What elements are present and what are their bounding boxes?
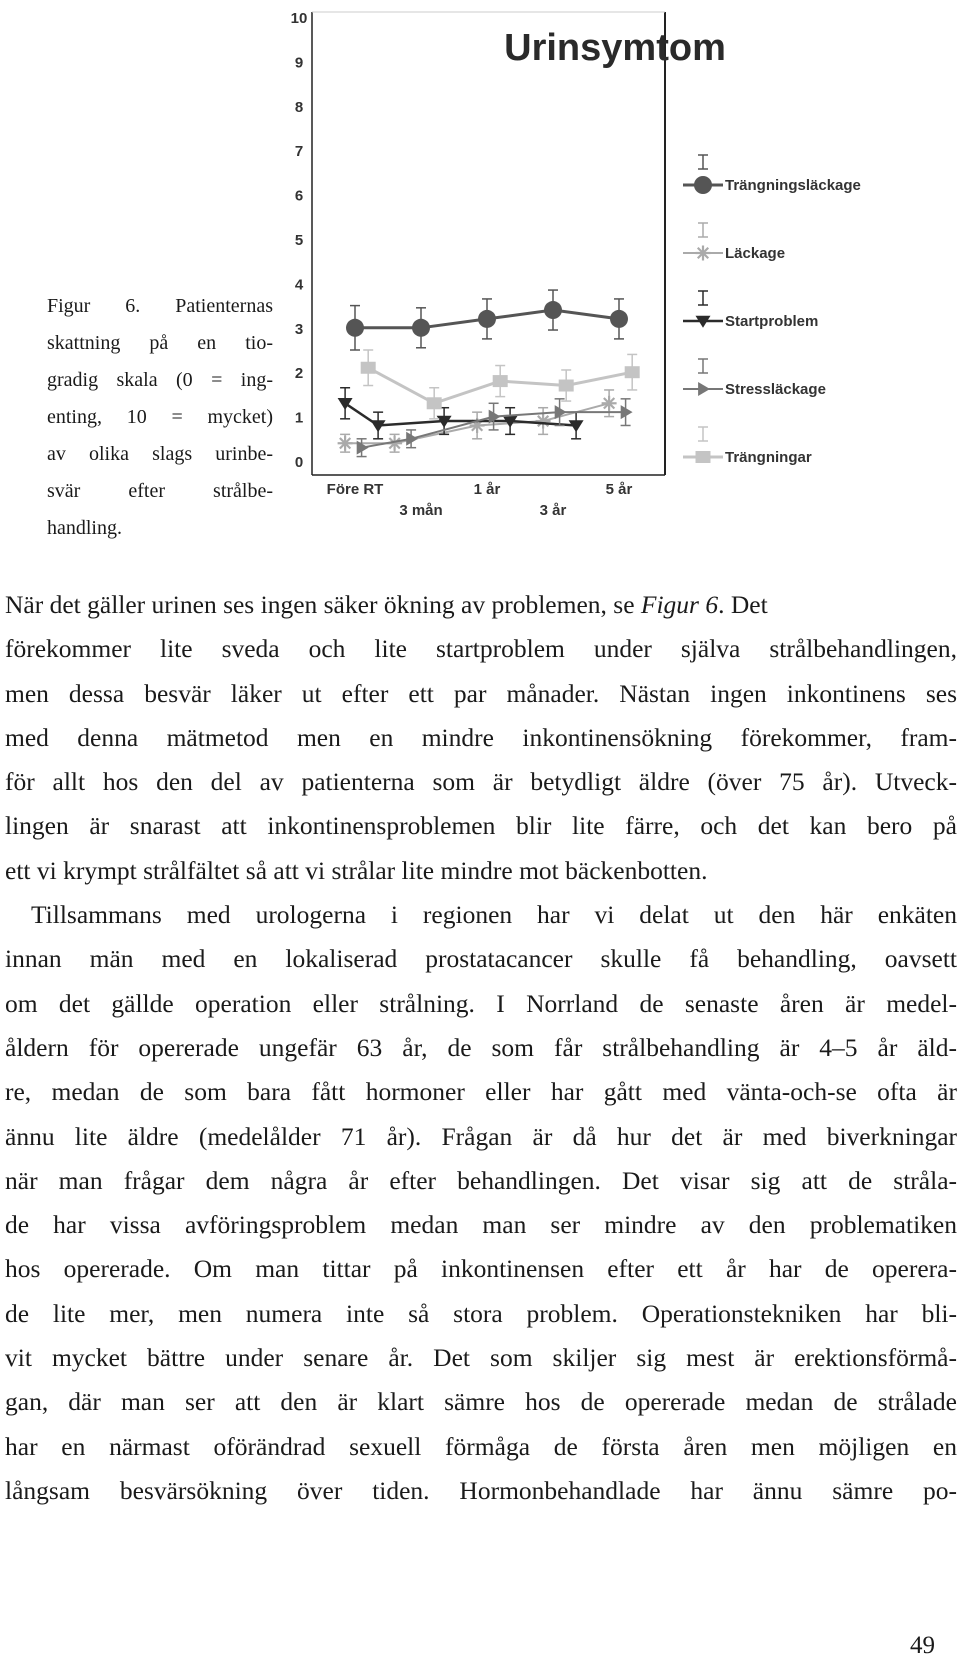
legend-label: Trängningar bbox=[725, 449, 812, 466]
body-line: om det gällde operation eller strålning. I Norrland de senaste åren är medel- bbox=[5, 988, 957, 1018]
caption-line: handling. bbox=[47, 517, 122, 539]
legend-item bbox=[683, 359, 826, 398]
x-tick-label: 5 år bbox=[605, 481, 633, 498]
body-line: de lite mer, men numera inte så stora problem. Operationstekniken har bli- bbox=[5, 1298, 957, 1328]
body-line: förekommer lite sveda och lite startproblem under själva strålbehandlingen, bbox=[5, 634, 957, 664]
data-point bbox=[478, 310, 496, 328]
body-line: men dessa besvär läker ut efter ett par månader. Nästan ingen inkontinens ses bbox=[5, 678, 957, 708]
body-segment: När det gäller urinen ses ingen säker ökning av problemen, se bbox=[5, 590, 641, 619]
figure-caption bbox=[47, 288, 273, 547]
legend-item bbox=[683, 155, 861, 194]
series-square bbox=[361, 350, 640, 419]
data-point bbox=[602, 396, 617, 411]
data-point bbox=[427, 397, 442, 409]
legend-label: Trängningsläckage bbox=[725, 177, 861, 194]
caption-line: skattning på en tio- bbox=[47, 332, 273, 354]
body-text bbox=[5, 583, 957, 1513]
urinsymtom-chart bbox=[285, 0, 955, 530]
body-segment: . Det bbox=[718, 590, 768, 619]
y-tick-label: 9 bbox=[294, 54, 304, 72]
body-line: med denna mätmetod men en mindre inkontinensökning förekommer, fram- bbox=[5, 722, 957, 752]
x-tick-label: 1 år bbox=[473, 481, 501, 498]
body-line: innan män med en lokaliserad prostatacancer skulle få behandling, oavsett bbox=[5, 944, 957, 974]
page-number: 49 bbox=[910, 1632, 935, 1659]
body-line: långsam besvärsökning över tiden. Hormonbehandlade har ännu sämre po- bbox=[5, 1475, 957, 1505]
body-line: re, medan de som bara fått hormoner eller har gått med vänta-och-se ofta är bbox=[5, 1077, 957, 1107]
figure-reference: Figur 6 bbox=[640, 590, 719, 619]
legend-label: Läckage bbox=[725, 245, 786, 262]
data-point bbox=[544, 301, 562, 319]
y-tick-label: 7 bbox=[294, 143, 304, 161]
data-point bbox=[621, 405, 633, 419]
legend-marker bbox=[696, 451, 711, 463]
data-point bbox=[536, 414, 551, 429]
y-tick-label: 2 bbox=[294, 365, 304, 383]
chart-title: Urinsymtom bbox=[504, 27, 726, 69]
y-tick-label: 5 bbox=[294, 232, 304, 249]
legend-marker bbox=[694, 176, 712, 194]
legend-marker bbox=[698, 382, 710, 396]
data-point bbox=[559, 380, 574, 392]
y-tick-label: 10 bbox=[290, 10, 308, 27]
y-tick-label: 6 bbox=[294, 187, 304, 205]
body-line: ett vi krympt strålfältet så att vi strålar lite mindre mot bäckenbotten. bbox=[5, 855, 708, 885]
y-tick-label: 3 bbox=[294, 320, 304, 338]
body-line: åldern för opererade ungefär 63 år, de som får strålbehandling är 4–5 år äld- bbox=[5, 1032, 957, 1062]
y-tick-label: 4 bbox=[294, 276, 304, 294]
caption-line: gradig skala (0 = ing- bbox=[47, 369, 273, 391]
body-line: lingen är snarast att inkontinensproblemen blir lite färre, och det kan bero på bbox=[5, 811, 957, 841]
y-tick-label: 8 bbox=[294, 98, 304, 116]
legend-item bbox=[683, 291, 818, 330]
body-line: för allt hos den del av patienterna som är betydligt äldre (över 75 år). Utveck- bbox=[5, 767, 957, 797]
data-point bbox=[406, 432, 418, 446]
legend-item bbox=[683, 223, 785, 262]
y-tick-label: 1 bbox=[294, 409, 304, 427]
x-tick-label: 3 år bbox=[539, 502, 567, 519]
body-line: när man frågar dem några år efter behandlingen. Det visar sig att de stråla- bbox=[5, 1165, 957, 1195]
body-line-0 bbox=[5, 583, 957, 627]
body-line: vit mycket bättre under senare år. Det som skiljer sig mest är erektionsförmå- bbox=[5, 1343, 957, 1373]
data-point bbox=[361, 362, 376, 374]
caption-line: Figur 6. Patienternas bbox=[47, 295, 273, 317]
data-point bbox=[493, 375, 508, 387]
legend-marker bbox=[696, 246, 711, 261]
caption-line: enting, 10 = mycket) bbox=[47, 406, 273, 428]
data-point bbox=[338, 436, 353, 451]
body-line: har en närmast oförändrad sexuell förmåga de första åren men möjligen en bbox=[5, 1431, 957, 1461]
data-point bbox=[625, 366, 640, 378]
x-tick-label: 3 mån bbox=[399, 502, 443, 519]
caption-line: av olika slags urinbe- bbox=[47, 443, 273, 465]
body-line: ännu lite äldre (medelålder 71 år). Frågan är då hur det är med biverkningar bbox=[5, 1121, 957, 1151]
body-line: hos opererade. Om man tittar på inkontinensen efter ett år har de operera- bbox=[5, 1254, 957, 1284]
x-tick-label: Före RT bbox=[326, 481, 384, 498]
body-line: Tillsammans med urologerna i regionen har vi delat ut den här enkäten bbox=[31, 900, 957, 930]
body-line: gan, där man ser att den är klart sämre hos de opererade medan de strålade bbox=[5, 1387, 957, 1417]
series-circle bbox=[346, 290, 628, 350]
y-tick-label: 0 bbox=[294, 454, 304, 471]
data-point bbox=[346, 319, 364, 337]
data-point bbox=[610, 310, 628, 328]
caption-line: svär efter strålbe- bbox=[47, 480, 273, 502]
legend-label: Startproblem bbox=[725, 313, 819, 330]
legend-label: Stressläckage bbox=[725, 381, 826, 398]
legend-item bbox=[683, 427, 812, 466]
data-point bbox=[412, 319, 430, 337]
body-line: de har vissa avföringsproblem medan man ser mindre av den problematiken bbox=[5, 1210, 957, 1240]
